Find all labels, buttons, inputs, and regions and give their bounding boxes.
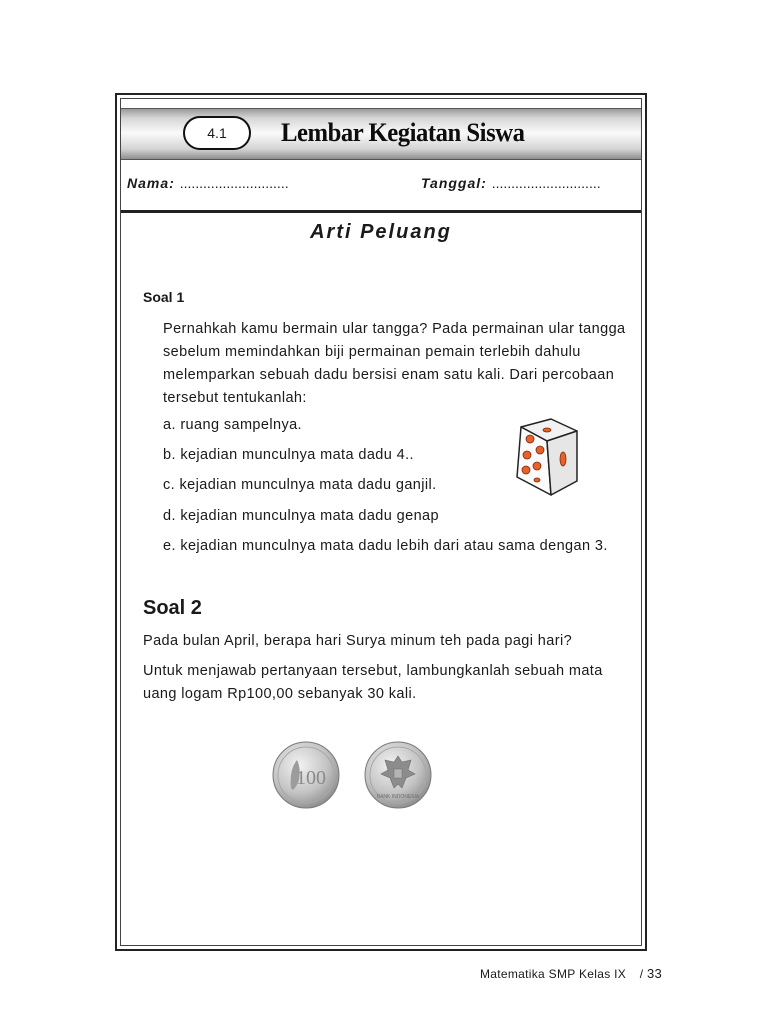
coin-front-icon [271, 740, 341, 810]
soal1-line: melemparkan sebuah dadu bersisi enam satu kali. Dari percobaan [163, 367, 615, 383]
name-blank: ............................ [179, 175, 289, 191]
soal2-instruction [143, 660, 633, 706]
book-title: Matematika SMP Kelas IX [480, 967, 627, 981]
dice-icon [507, 417, 587, 503]
soal1-line: sebelum memindahkan biji permainan pemain terlebih dahulu [163, 344, 581, 360]
soal1-option-e: e. kejadian munculnya mata dadu lebih dari atau sama dengan 3. [163, 538, 608, 554]
name-field [127, 175, 289, 191]
soal2-instruction-line: Untuk menjawab pertanyaan tersebut, lambungkanlah sebuah mata [143, 663, 603, 679]
soal1-line: Pernahkah kamu bermain ular tangga? Pada permainan ular tangga [163, 321, 626, 337]
footer-separator: / [639, 967, 644, 981]
soal1-paragraph [163, 318, 653, 410]
coin-back-icon [363, 740, 433, 810]
date-label: Tanggal: [421, 175, 487, 191]
activity-number-badge: 4.1 [183, 116, 251, 150]
soal2-question: Pada bulan April, berapa hari Surya minum teh pada pagi hari? [143, 633, 573, 649]
date-field [421, 175, 601, 191]
coin-reverse-text: BANK INDONESIA [376, 794, 420, 800]
worksheet-inner-border [120, 98, 642, 946]
soal2-instruction-line: uang logam Rp100,00 sebanyak 30 kali. [143, 686, 417, 702]
soal1-option-b: b. kejadian munculnya mata dadu 4.. [163, 447, 414, 463]
soal1-heading: Soal 1 [143, 289, 185, 305]
name-date-row [121, 159, 641, 213]
coin-value-text: 100 [296, 767, 326, 789]
soal1-option-d: d. kejadian munculnya mata dadu genap [163, 508, 439, 524]
name-label: Nama: [127, 175, 175, 191]
date-blank: ............................ [491, 175, 601, 191]
soal1-option-a: a. ruang sampelnya. [163, 417, 302, 433]
worksheet-frame [115, 93, 647, 951]
title-banner [121, 108, 641, 160]
soal1-option-c: c. kejadian munculnya mata dadu ganjil. [163, 477, 437, 493]
page-number: 33 [647, 966, 663, 981]
page-footer [480, 966, 662, 981]
soal1-line: tersebut tentukanlah: [163, 390, 307, 406]
soal2-heading: Soal 2 [143, 597, 202, 619]
section-title: Arti Peluang [310, 221, 452, 243]
worksheet-title: Lembar Kegiatan Siswa [281, 118, 525, 147]
